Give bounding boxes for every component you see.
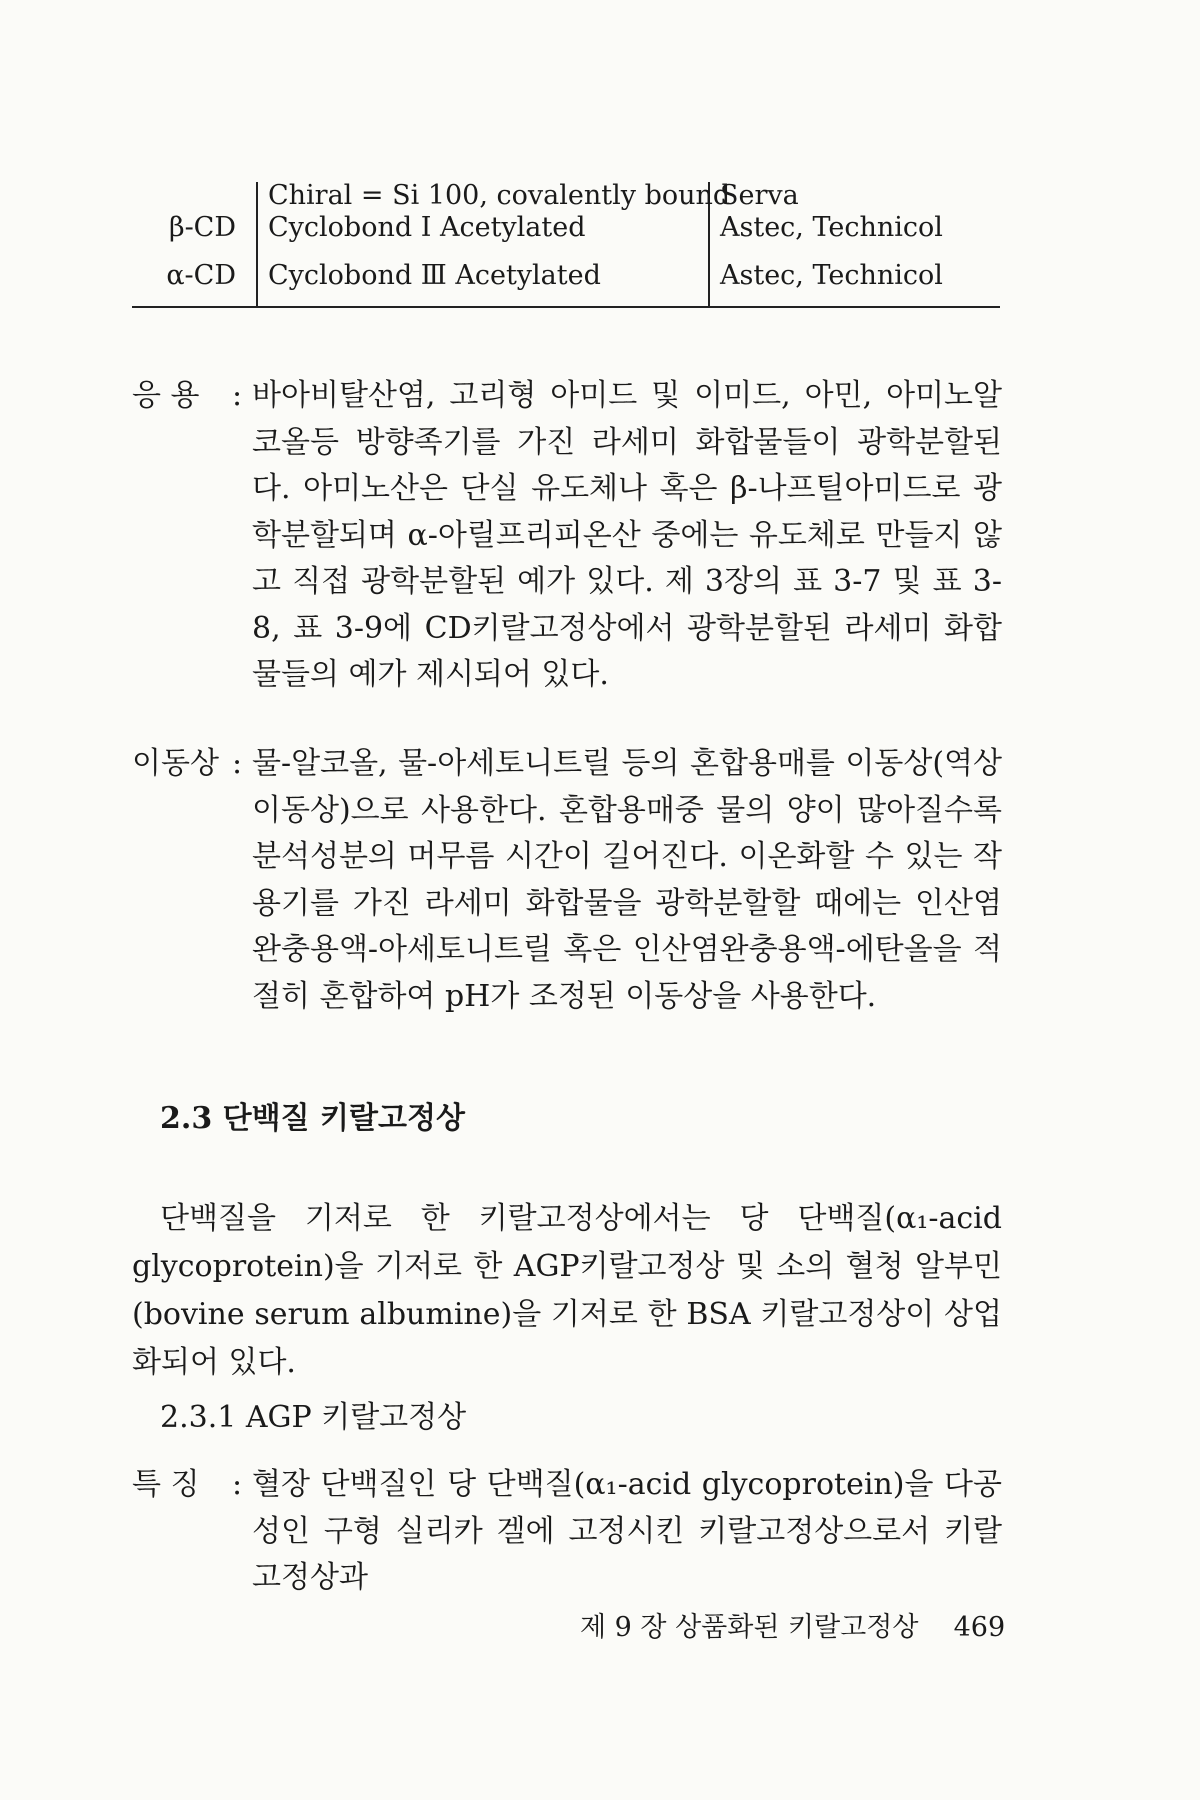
application-term: 응 용 (132, 378, 200, 413)
subsection-heading: 2.3.1 AGP 키랄고정상 (160, 1400, 467, 1435)
colon: : (232, 1467, 243, 1502)
table-cell: Chiral = Si 100, covalently bound (268, 180, 731, 211)
footer-chapter: 제 9 장 상품화된 키랄고정상 (580, 1612, 919, 1643)
page-footer (580, 1605, 1005, 1644)
table-row (132, 258, 1000, 294)
table-row (132, 178, 1000, 214)
table-cell: Astec, Technicol (720, 260, 943, 291)
section-paragraph: 단백질을 기저로 한 키랄고정상에서는 당 단백질(α₁-acid glycoprotein)을 기저로 한 AGP키랄고정상 및 소의 혈청 알부민(bovine serum albumine)을 기저로 한 BSA 키랄고정상이 상업화되어 있다. (132, 1201, 1002, 1380)
colon: : (232, 746, 243, 781)
page-number: 469 (953, 1612, 1006, 1643)
table-cell: α-CD (166, 260, 236, 291)
mobile-phase-text: 물-알코올, 물-아세토니트릴 등의 혼합용매를 이동상(역상 이동상)으로 사용한다. 혼합용매중 물의 양이 많아질수록 분석성분의 머무름 시간이 길어진다. 이온화할 수 있는 작용기를 가진 라세미 화합물을 광학분할할 때에는 인산염완충용액-아세토니트릴 혹은 인산염완충용액-에탄올을 적절히 혼합하여 pH가 조정된 이동상을 사용한다. (252, 746, 1002, 1014)
table-cell: Serva (720, 180, 799, 211)
colon: : (232, 378, 243, 413)
table-bottom-rule (132, 306, 1000, 308)
application-text: 바아비탈산염, 고리형 아미드 및 이미드, 아민, 아미노알코올등 방향족기를 가진 라세미 화합물들이 광학분할된다. 아미노산은 단실 유도체나 혹은 β-나프틸아미드로 광학분할되며 α-아릴프리피온산 중에는 유도체로 만들지 않고 직접 광학분할된 예가 있다. 제 3장의 표 3-7 및 표 3-8, 표 3-9에 CD키랄고정상에서 광학분할된 라세미 화합물들의 예가 제시되어 있다. (252, 378, 1002, 692)
section-heading: 2.3 단백질 키랄고정상 (160, 1101, 465, 1136)
table-cell: Cyclobond Ⅲ Acetylated (268, 260, 601, 291)
column-table (132, 178, 1000, 308)
table-cell: β-CD (168, 212, 236, 243)
table-cell: Astec, Technicol (720, 212, 943, 243)
mobile-phase-term: 이동상 (132, 746, 219, 781)
feature-term: 특 징 (132, 1467, 200, 1502)
feature-text: 혈장 단백질인 당 단백질(α₁-acid glycoprotein)을 다공성인 구형 실리카 겔에 고정시킨 키랄고정상으로서 키랄고정상과 (252, 1467, 1002, 1595)
feature-block (132, 1462, 1002, 1602)
application-block (132, 373, 1002, 699)
table-row (132, 210, 1000, 246)
table-cell: Cyclobond Ⅰ Acetylated (268, 212, 586, 243)
mobile-phase-block (132, 741, 1002, 1020)
